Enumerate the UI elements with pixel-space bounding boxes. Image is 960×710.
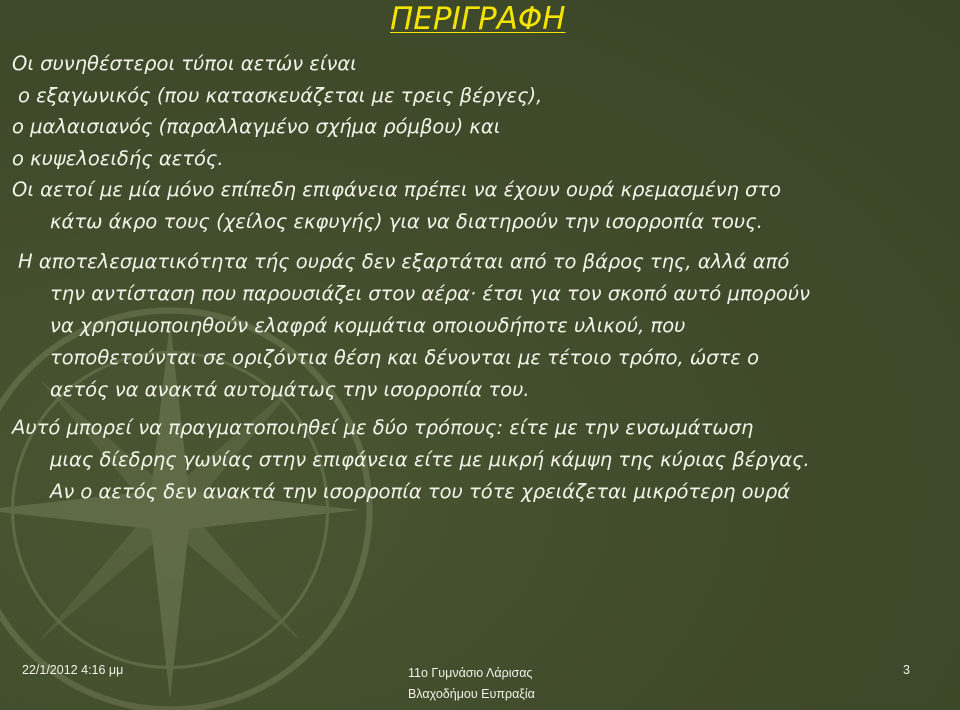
body-line: να χρησιμοποιηθούν ελαφρά κομμάτια οποιουδήποτε υλικού, που: [50, 314, 686, 337]
footer-date: 22/1/2012 4:16 μμ: [22, 663, 124, 677]
body-line: Οι αετοί με μία μόνο επίπεδη επιφάνεια πρέπει να έχουν ουρά κρεμασμένη στο: [12, 178, 782, 201]
body-line: ο μαλαισιανός (παραλλαγμένο σχήμα ρόμβου) και: [12, 115, 501, 138]
footer-author: Βλαχοδήμου Ευπραξία: [408, 687, 535, 701]
body-line: αετός να ανακτά αυτομάτως την ισορροπία του.: [50, 378, 530, 401]
body-line: κάτω άκρο τους (χείλος εκφυγής) για να διατηρούν την ισορροπία τους.: [50, 210, 763, 233]
body-line: τοποθετούνται σε οριζόντια θέση και δένονται με τέτοιο τρόπο, ώστε ο: [50, 346, 760, 369]
body-line: μιας δίεδρης γωνίας στην επιφάνεια είτε με μικρή κάμψη της κύριας βέργας.: [50, 448, 810, 471]
body-line: Οι συνηθέστεροι τύποι αετών είναι: [12, 52, 357, 75]
body-line: Η αποτελεσματικότητα τής ουράς δεν εξαρτάται από το βάρος της, αλλά από: [18, 250, 790, 273]
slide-title: ΠΕΡΙΓΡΑΦΗ: [390, 1, 566, 37]
body-line: Αυτό μπορεί να πραγματοποιηθεί με δύο τρόπους: είτε με την ενσωμάτωση: [12, 416, 754, 439]
body-line: ο εξαγωνικός (που κατασκευάζεται με τρεις βέργες),: [18, 84, 543, 107]
page-number: 3: [903, 663, 910, 677]
footer-school: 11ο Γυμνάσιο Λάρισας: [408, 666, 533, 680]
footer-center: [408, 663, 535, 705]
body-line: την αντίσταση που παρουσιάζει στον αέρα· έτσι για τον σκοπό αυτό μπορούν: [50, 282, 810, 305]
body-line: Αν ο αετός δεν ανακτά την ισορροπία του τότε χρειάζεται μικρότερη ουρά: [50, 480, 791, 503]
body-line: ο κυψελοειδής αετός.: [12, 147, 224, 170]
